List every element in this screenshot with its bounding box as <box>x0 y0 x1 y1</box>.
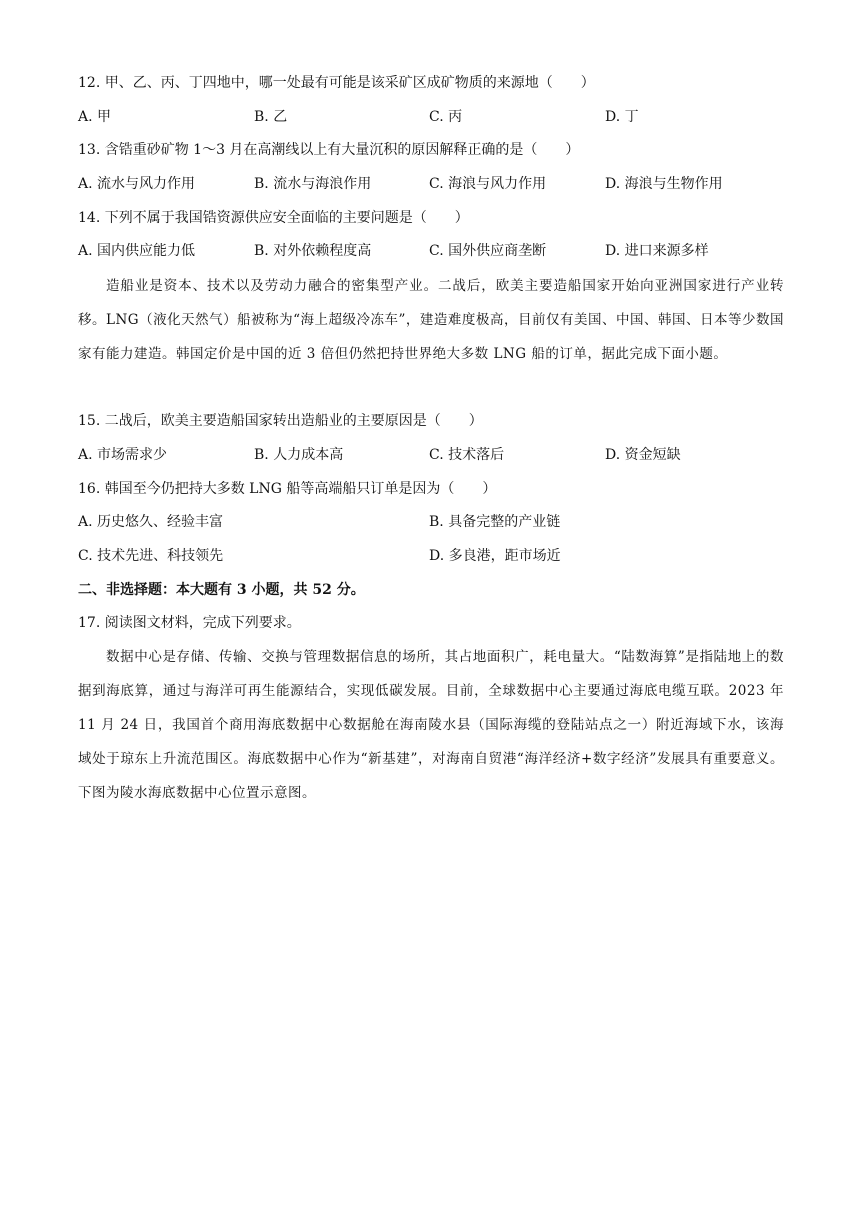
question-16-option-a: A. 历史悠久、经验丰富 <box>78 514 224 530</box>
question-15-option-c: C. 技术落后 <box>429 447 505 463</box>
question-12-option-a: A. 甲 <box>78 109 112 125</box>
question-14-option-d: D. 进口来源多样 <box>605 243 709 259</box>
question-13-option-b: B. 流水与海浪作用 <box>254 176 372 192</box>
question-13-option-d: D. 海浪与生物作用 <box>605 176 723 192</box>
question-14-option-a: A. 国内供应能力低 <box>78 243 196 259</box>
question-14-stem: 14. 下列不属于我国锆资源供应安全面临的主要问题是（ ） <box>78 210 469 226</box>
question-15-option-b: B. 人力成本高 <box>254 447 344 463</box>
question-16-option-d: D. 多良港，距市场近 <box>429 548 561 564</box>
question-17-stem: 17. 阅读图文材料，完成下列要求。 <box>78 615 301 631</box>
question-12-option-c: C. 丙 <box>429 109 463 125</box>
question-16-stem: 16. 韩国至今仍把持大多数 LNG 船等高端船只订单是因为（ ） <box>78 481 497 497</box>
question-16-option-c: C. 技术先进、科技领先 <box>78 548 224 564</box>
question-14-option-c: C. 国外供应商垄断 <box>429 243 547 259</box>
question-12-stem: 12. 甲、乙、丙、丁四地中，哪一处最有可能是该采矿区成矿物质的来源地（ ） <box>78 75 595 91</box>
question-13-option-a: A. 流水与风力作用 <box>78 176 196 192</box>
question-12-option-d: D. 丁 <box>605 109 639 125</box>
question-12-option-b: B. 乙 <box>254 109 288 125</box>
section-two-title: 二、非选择题：本大题有 3 小题，共 52 分。 <box>78 582 365 598</box>
question-15-option-d: D. 资金短缺 <box>605 447 681 463</box>
shipbuilding-passage: 造船业是资本、技术以及劳动力融合的密集型产业。二战后，欧美主要造船国家开始向亚洲国家进行产业转移。LNG（液化天然气）船被称为“海上超级冷冻车”，建造难度极高，目前仅有美国、中国、韩国、日本等少数国家有能力建造。韩国定价是中国的近 3 倍但仍然把持世界绝大多数 LNG 船的订单，据此完成下面小题。 <box>78 278 784 362</box>
question-16-option-b: B. 具备完整的产业链 <box>429 514 561 530</box>
datacenter-passage: 数据中心是存储、传输、交换与管理数据信息的场所，其占地面积广，耗电量大。“陆数海算”是指陆地上的数据到海底算，通过与海洋可再生能源结合，实现低碳发展。目前，全球数据中心主要通过海底电缆互联。2023 年 11 月 24 日，我国首个商用海底数据中心数据舱在海南陵水县（国际海缆的登陆站点之一）附近海域下水，该海域处于琼东上升流范围区。海底数据中心作为“新基建”，对海南自贸港“海洋经济+数字经济”发展具有重要意义。下图为陵水海底数据中心位置示意图。 <box>78 649 784 801</box>
question-13-option-c: C. 海浪与风力作用 <box>429 176 547 192</box>
question-15-option-a: A. 市场需求少 <box>78 447 168 463</box>
question-14-option-b: B. 对外依赖程度高 <box>254 243 372 259</box>
question-15-stem: 15. 二战后，欧美主要造船国家转出造船业的主要原因是（ ） <box>78 413 483 429</box>
question-13-stem: 13. 含锆重砂矿物 1～3 月在高潮线以上有大量沉积的原因解释正确的是（ ） <box>78 142 580 158</box>
